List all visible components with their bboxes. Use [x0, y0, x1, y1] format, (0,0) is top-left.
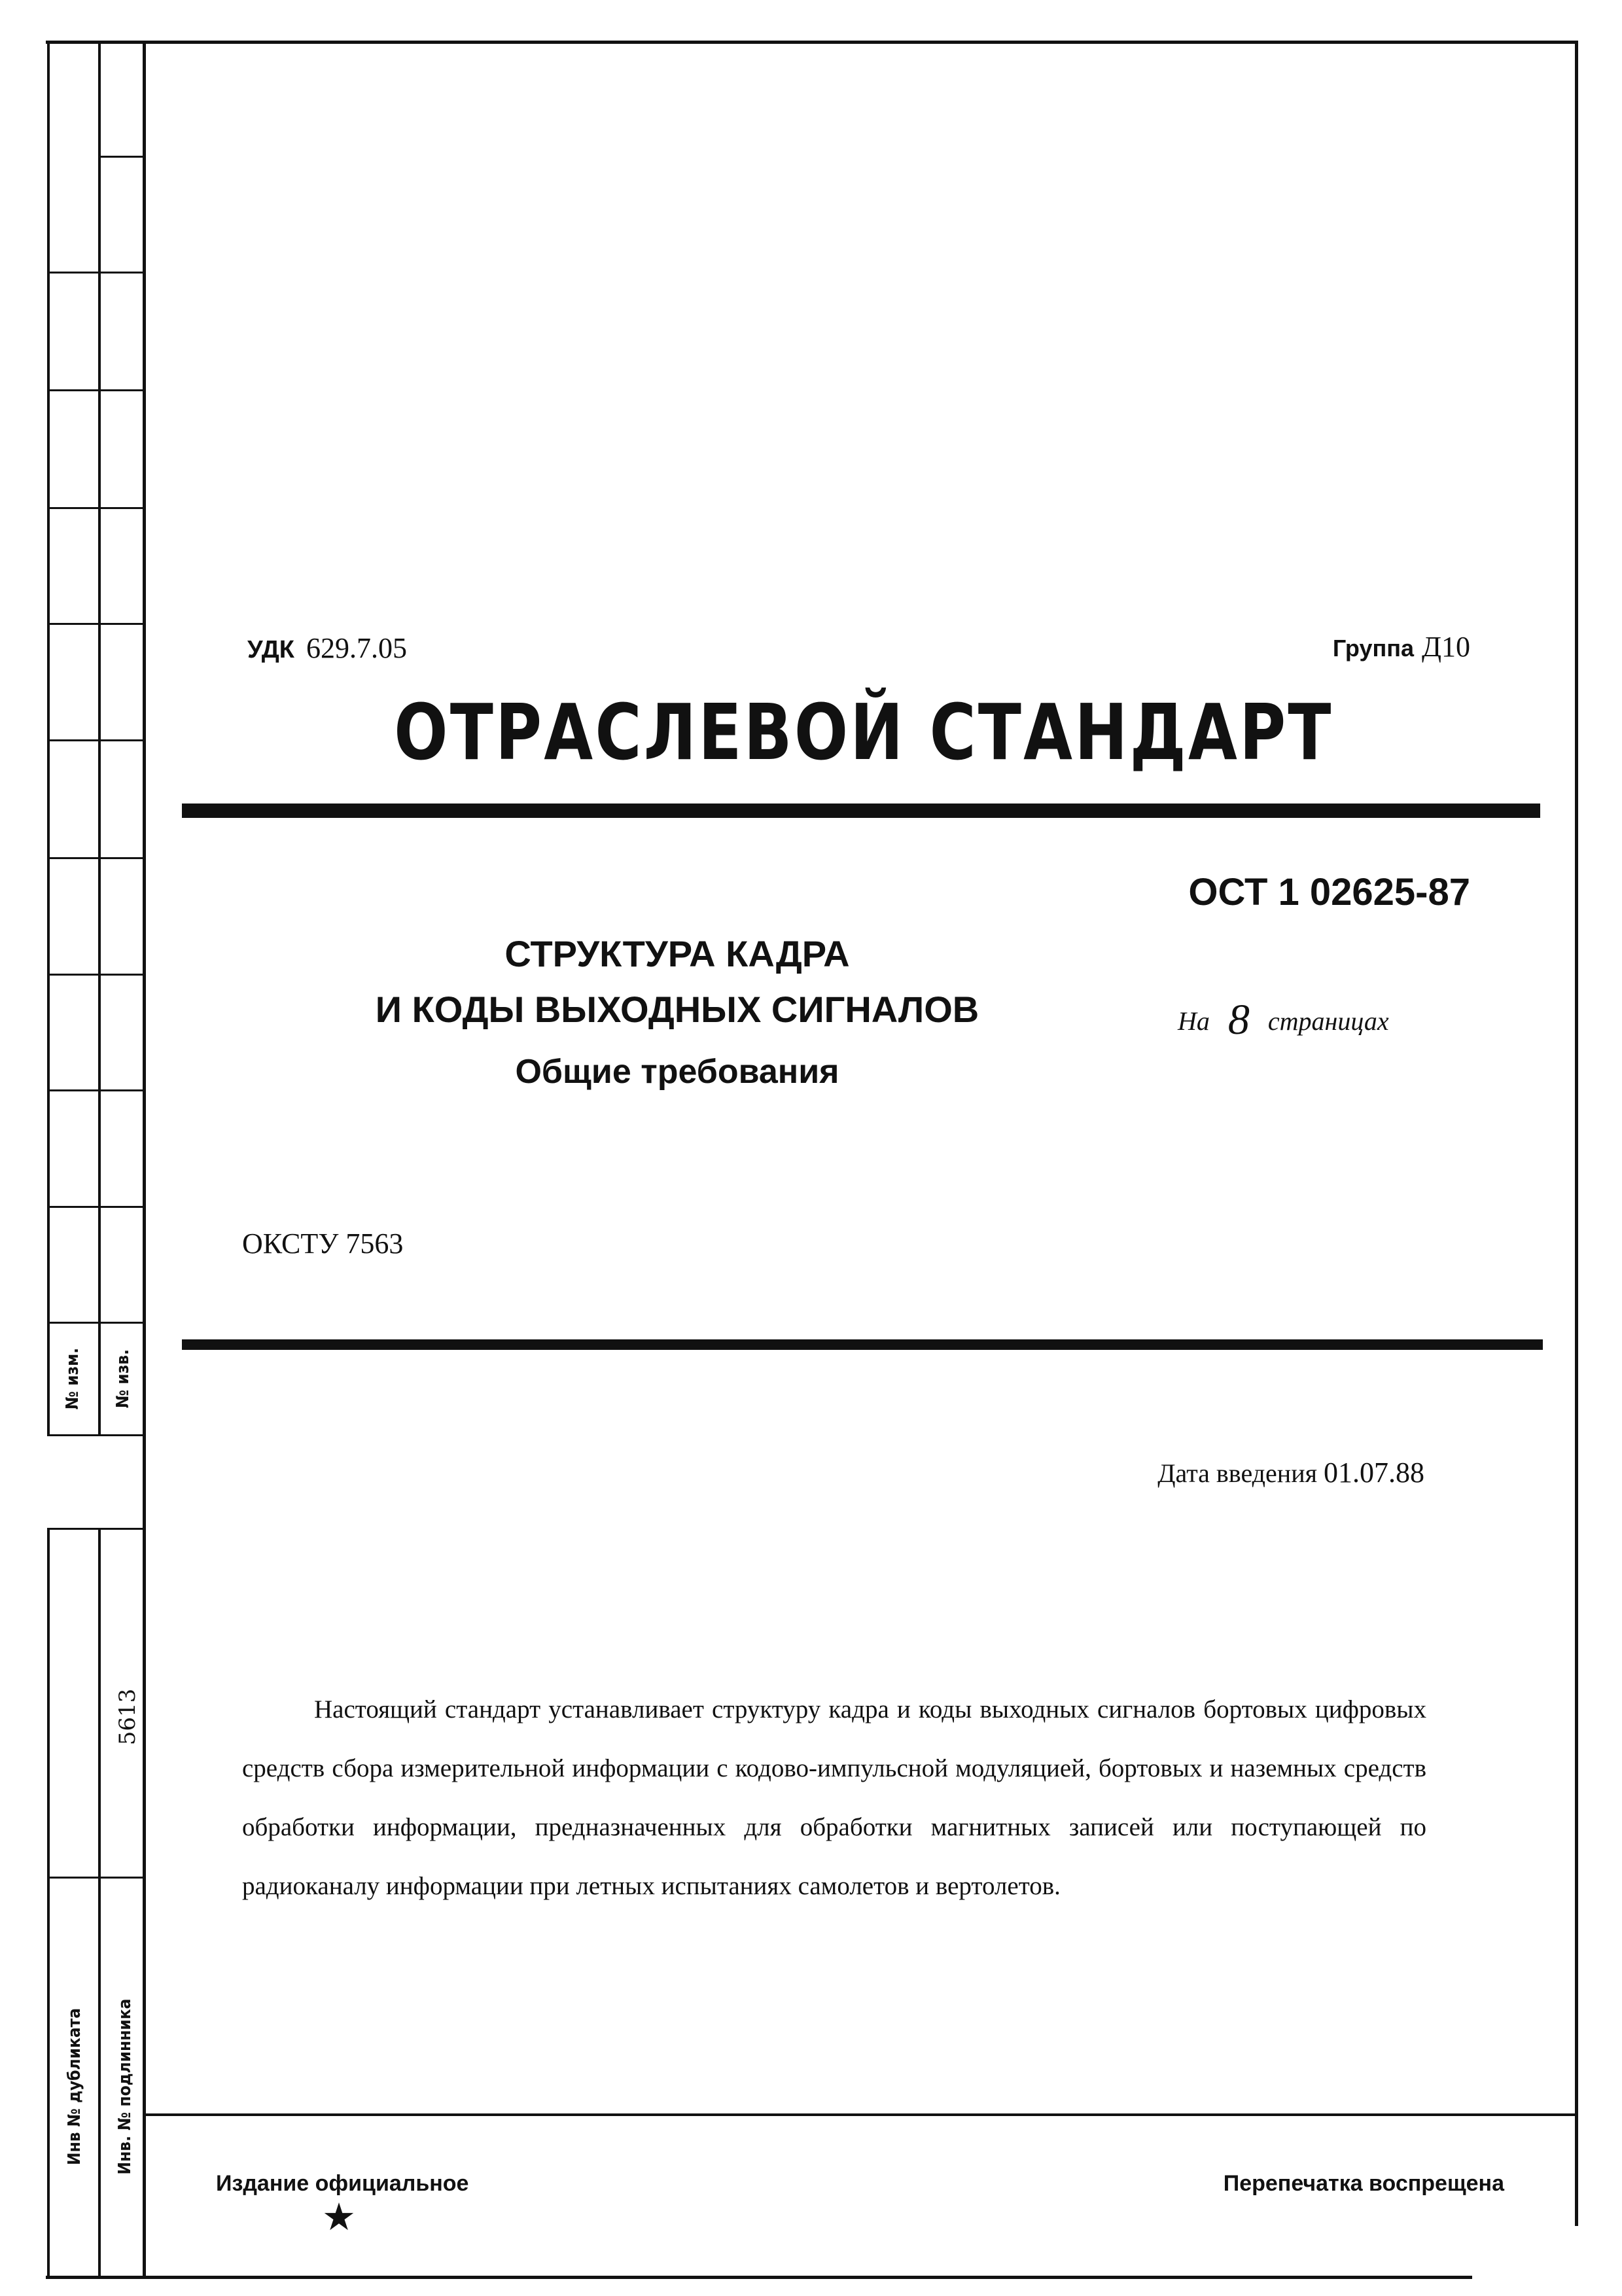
strip-row-10	[47, 1206, 145, 1208]
strip-row-6	[47, 739, 145, 741]
star-icon: ★	[322, 2196, 356, 2238]
date-label: Дата введения	[1157, 1458, 1317, 1488]
inv-dublikata-label: Инв № дубликата	[65, 2008, 84, 2165]
strip-upper-left	[47, 41, 50, 1434]
okstu-code: ОКСТУ 7563	[242, 1227, 404, 1260]
inv-podlinnika-label: Инв. № подлинника	[115, 1998, 135, 2175]
inventory-number: 5613	[115, 1688, 141, 1746]
frame-left-inner	[143, 41, 146, 2278]
pages-number: 8	[1227, 996, 1250, 1044]
izv-label: № изв.	[113, 1349, 133, 1408]
strip-row-4	[47, 507, 145, 509]
strip-row-8	[47, 974, 145, 976]
edition-note: Издание официальное	[216, 2171, 469, 2196]
strip-row-11	[47, 1322, 145, 1324]
group-code	[1333, 630, 1470, 663]
title-rule	[182, 804, 1540, 818]
frame-top	[46, 41, 1578, 44]
pages-prefix: На	[1178, 1006, 1210, 1036]
pages-suffix: страницах	[1267, 1006, 1389, 1036]
strip-upper-mid	[98, 41, 101, 1434]
group-value: Д10	[1421, 631, 1470, 663]
strip-row-1	[98, 156, 145, 158]
strip-row-7	[47, 857, 145, 859]
subject-line-2: И КОДЫ ВЫХОДНЫХ СИГНАЛОВ	[375, 989, 979, 1030]
body-text	[242, 1680, 1426, 1916]
frame-bottom-outer	[46, 2276, 1472, 2279]
intro-paragraph: Настоящий стандарт устанавливает структуру кадра и коды выходных сигналов бортовых цифровых средств сбора измерительной информации с кодово-импульсной модуляцией, бортовых и наземных средств обработки информации, предназначенных для обработки магнитных записей или поступающей по радиоканалу информации при летных испытаниях самолетов и вертолетов.	[242, 1695, 1426, 1900]
page-count	[1178, 991, 1389, 1044]
group-label: Группа	[1332, 635, 1414, 662]
strip-lower-left	[47, 1528, 50, 2279]
strip-row-2	[47, 272, 145, 274]
frame-bottom	[143, 2113, 1578, 2116]
subject-line-1: СТРУКТУРА КАДРА	[504, 933, 850, 974]
strip-row-9	[47, 1089, 145, 1091]
udk-label: УДК	[247, 636, 294, 663]
izm-label: № изм.	[63, 1347, 82, 1410]
strip-row-5	[47, 623, 145, 625]
strip-lower-top	[47, 1528, 145, 1530]
frame-right	[1575, 41, 1578, 2226]
date-value: 01.07.88	[1324, 1457, 1424, 1489]
okstu-rule	[182, 1339, 1543, 1350]
document-title: ОТРАСЛЕВОЙ СТАНДАРТ	[394, 687, 1333, 777]
strip-lower-mid	[98, 1528, 101, 2279]
udk-code	[247, 631, 407, 665]
udk-value: 629.7.05	[306, 632, 407, 664]
standard-designation: ОСТ 1 02625-87	[1188, 871, 1470, 913]
strip-lower-row	[47, 1877, 145, 1879]
strip-row-3	[47, 389, 145, 391]
reprint-note: Перепечатка воспрещена	[1223, 2171, 1504, 2196]
subject-line-3: Общие требования	[515, 1053, 839, 1091]
introduction-date	[1157, 1456, 1424, 1489]
strip-row-12	[47, 1434, 145, 1436]
